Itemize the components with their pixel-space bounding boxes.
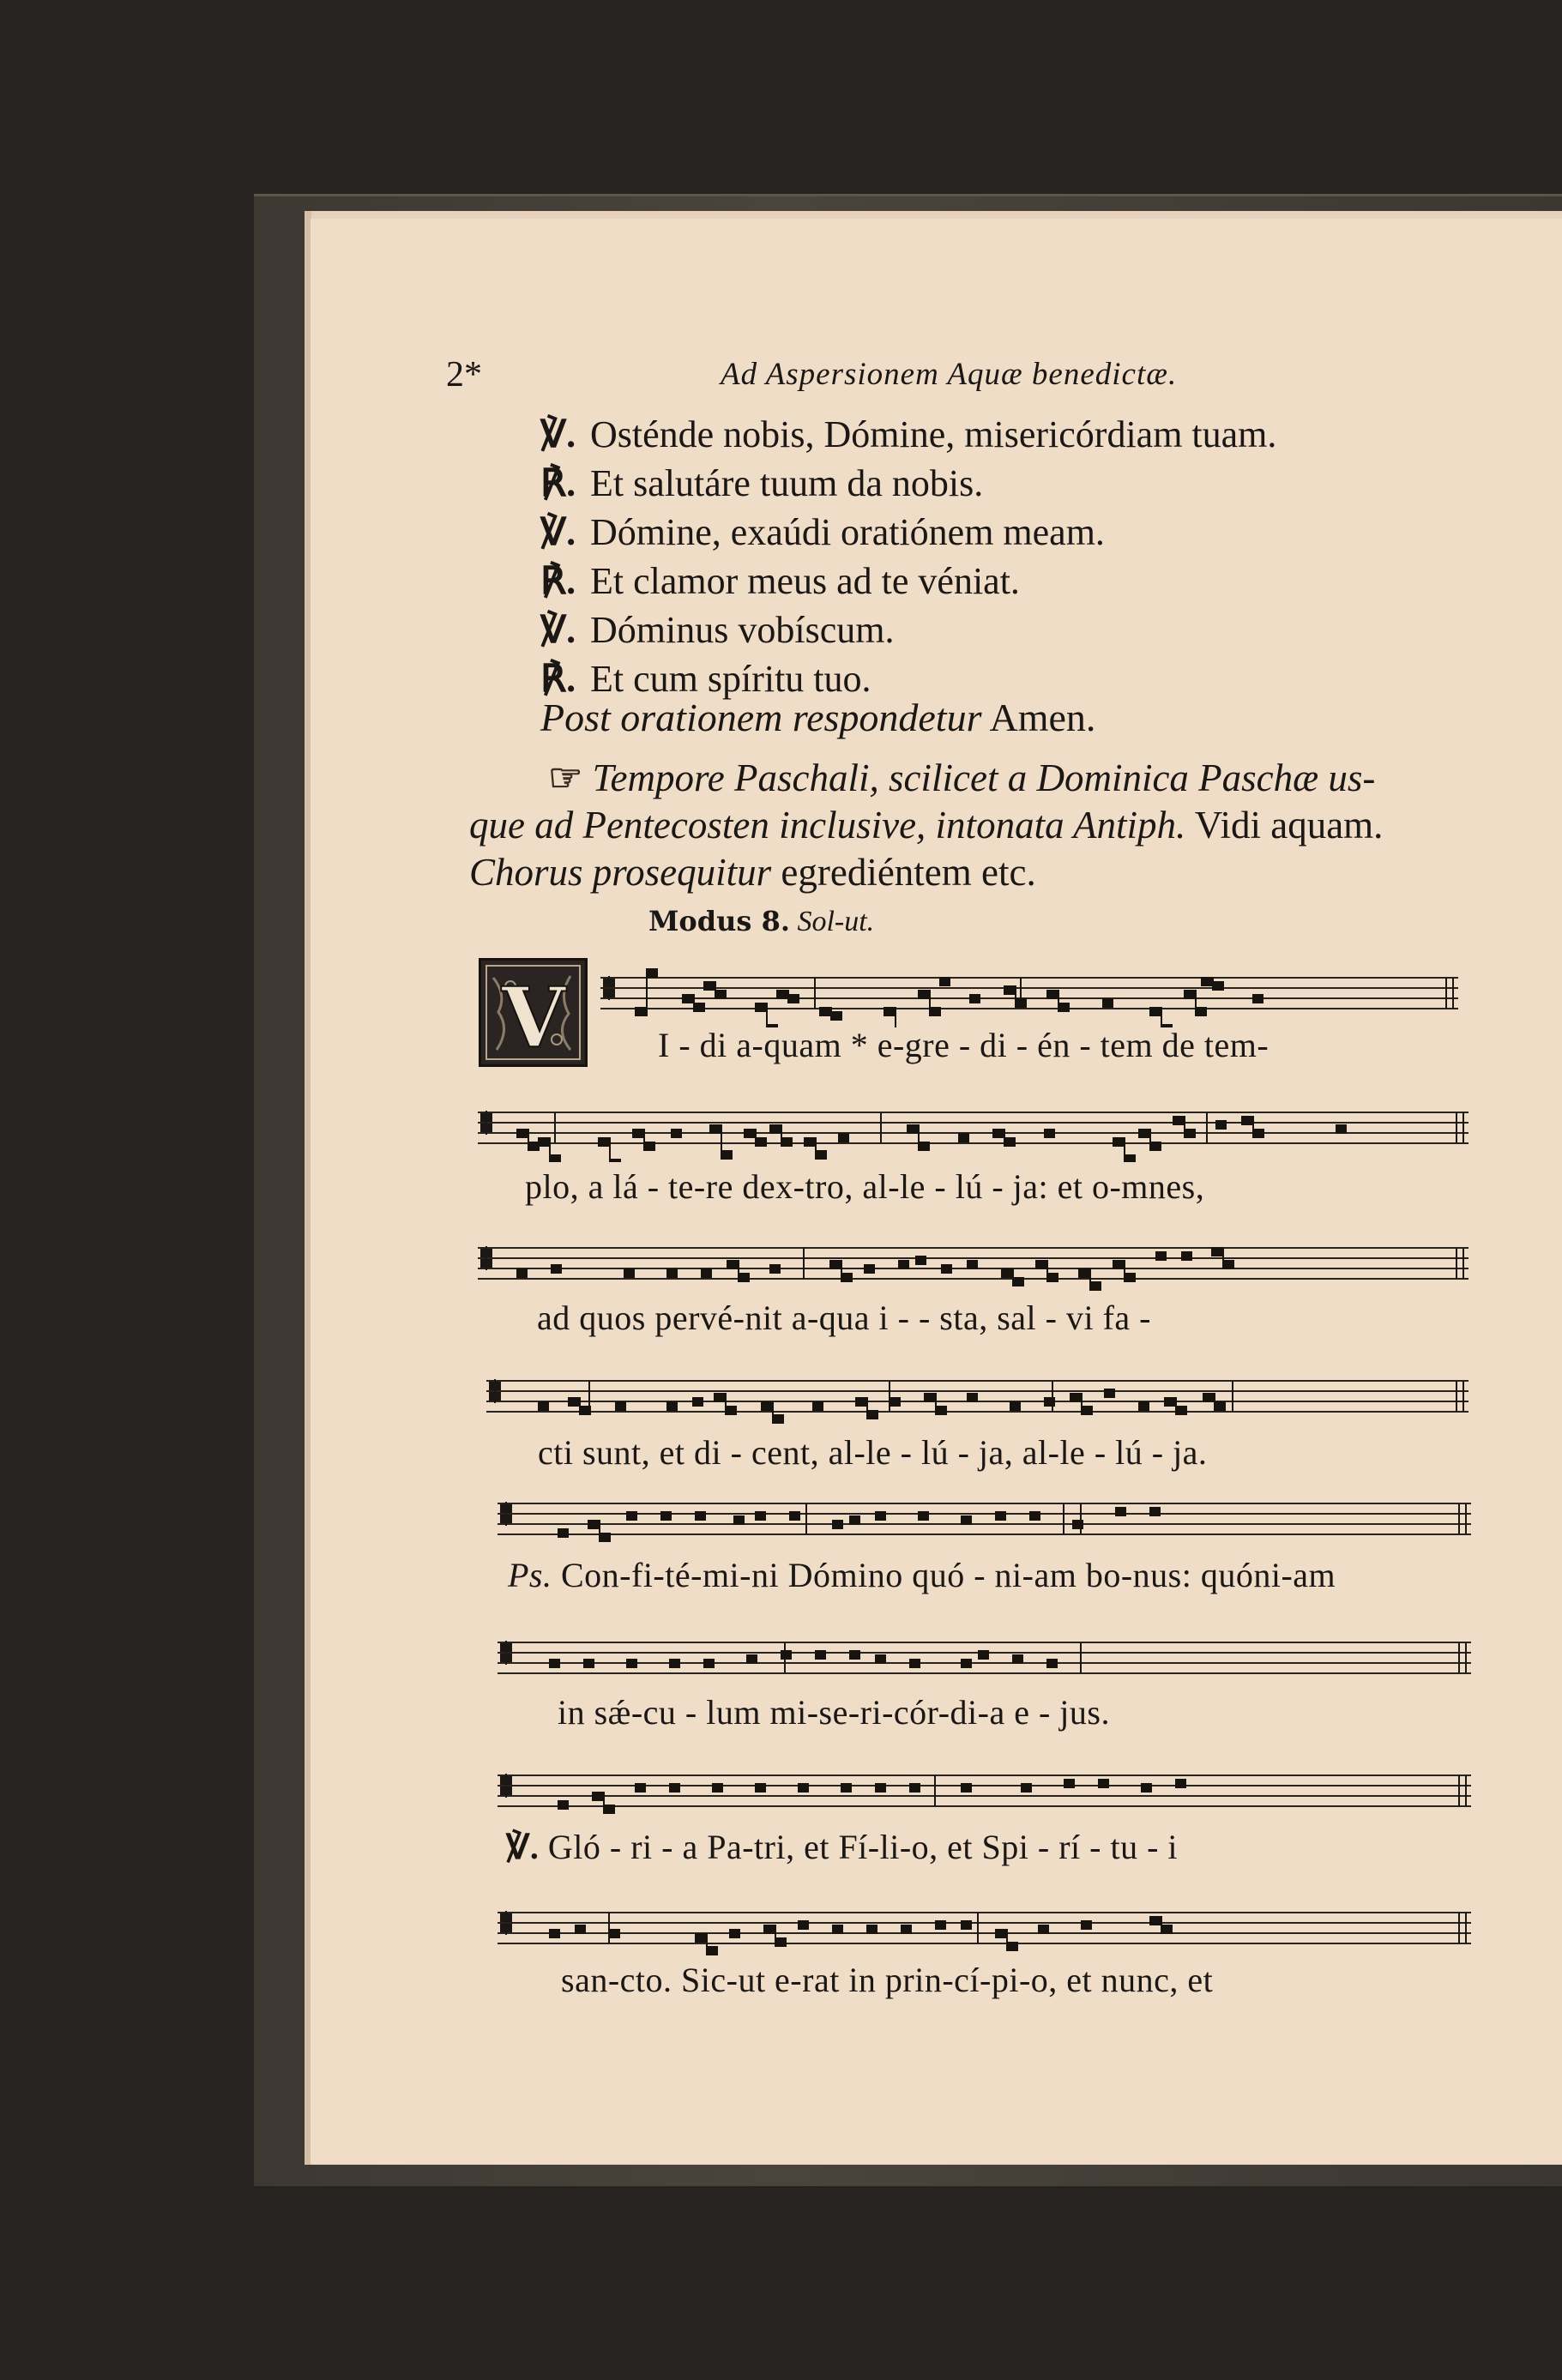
neume [1149,1916,1161,1925]
neume [1047,1273,1058,1282]
neume [609,1929,620,1938]
neume [919,1142,930,1151]
neume [867,1410,878,1419]
neume [909,1659,920,1668]
mode-label: Modus 8. [648,905,790,937]
neume [549,1929,560,1938]
rubric-roman: egrediéntem etc. [781,851,1036,894]
neume [781,1650,792,1660]
decorated-initial [479,958,588,1067]
neume [819,1007,830,1016]
running-head [311,347,1562,399]
lyric-line: I - di a-quam * e-gre - di - én - tem de tem- [658,1026,1270,1064]
neume [1102,998,1113,1008]
lyric-line: ad quos pervé-nit a-qua i - - sta, sal - vi fa - [537,1298,1151,1337]
neume [1098,1779,1109,1788]
versicle-line [540,508,1553,557]
psalm-text: Con-fi-té-mi-ni Dómino quó - ni-am bo-nus: quóni-am [561,1556,1336,1594]
chant-staff [498,1625,1471,1692]
gloria-text: Gló - ri - a Pa-tri, et Fí-li-o, et Spi - rí - tu - i [547,1828,1179,1866]
versicle-mark: ℣. [540,413,576,455]
neume [583,1659,594,1668]
response-mark: ℟. [540,560,576,602]
rubric-italic: que ad Pentecosten inclusive, intonata Antiph. [469,804,1186,847]
neume [538,1137,549,1147]
neume [1125,1273,1136,1282]
neume [666,1401,678,1411]
neume [1149,1007,1161,1016]
chant-staff [478,1231,1469,1298]
neume [1104,1389,1115,1398]
neume [644,1142,655,1151]
neume [550,1154,561,1162]
neume [815,1650,826,1660]
page-number: 2* [446,355,482,395]
neume [1113,1137,1124,1147]
chant-staff [498,1486,1471,1553]
ornament-icon [481,961,585,1064]
neume [838,1133,849,1142]
versicle-text: Dóminus vobíscum. [590,609,895,651]
post-oration-line [540,695,1095,740]
neume [733,1515,745,1525]
neume [1072,1520,1083,1529]
chant-staff [498,1895,1471,1962]
neume [924,1393,935,1402]
neume [915,1256,926,1265]
versicle-text: Dómine, exaúdi oratiónem meam. [590,511,1105,553]
neume [660,1511,672,1521]
neume [918,990,929,999]
lyric-line: cti sunt, et di - cent, al-le - lú - ja, al-le - lú - ja. [538,1433,1208,1472]
neume [804,1137,815,1147]
neume [939,977,950,986]
lyric-line: plo, a lá - te-re dex-tro, al-le - lú - ja: et o-mnes, [525,1167,1205,1206]
response-mark: ℟. [540,462,576,504]
neume [695,1511,706,1521]
neume [575,1925,586,1934]
neume [588,1520,599,1529]
neume [707,1946,718,1955]
neume [789,1511,800,1521]
chant-staff [498,1758,1471,1825]
neume [714,1393,725,1402]
rubric-line [469,849,1533,896]
neume [729,1929,740,1938]
neume [558,1800,569,1810]
rubric-italic: Tempore Paschali, scilicet a Dominica Paschæ us- [592,756,1376,799]
neume [715,990,727,999]
neume [1004,985,1015,995]
neume [598,1137,609,1147]
neume [992,1129,1004,1138]
neume [692,1397,703,1407]
neume [755,1783,766,1793]
neume [967,1393,978,1402]
neume [1046,990,1058,999]
book-page [311,219,1562,2164]
neume [1058,1003,1070,1012]
running-title: Ad Aspersionem Aquæ benedictæ. [721,357,1178,392]
neume [781,1137,793,1147]
neume [1184,990,1195,999]
neume [1173,1116,1184,1125]
neume [961,1920,972,1930]
neume [1044,1397,1055,1407]
neume [1196,1007,1207,1016]
neume [1138,1401,1149,1411]
lyric-line [506,1827,1178,1870]
lyric-line [508,1555,1336,1598]
neume [703,1659,715,1668]
neume [1223,1260,1234,1269]
neume [969,994,980,1003]
versicle-line [540,606,1553,654]
neume [1215,1120,1227,1130]
neume [1038,1925,1049,1934]
neume [1029,1511,1040,1521]
neume [755,1511,766,1521]
neume [671,1129,682,1138]
neume [1070,1393,1081,1402]
neume [1150,1142,1161,1151]
neume [695,1933,706,1943]
rubric-line [469,755,1533,802]
rubric-italic: Chorus prosequitur [469,851,772,894]
neume [1007,1942,1018,1951]
neume [516,1268,528,1278]
neume [855,1397,866,1407]
neume [866,1925,877,1934]
neume [832,1520,843,1529]
post-oration-response: Amen. [989,696,1096,739]
neume [549,1659,560,1668]
neume [890,1397,901,1407]
neume [1201,977,1212,986]
neume [727,1260,738,1269]
neume [1141,1783,1152,1793]
versicle-text: Et cum spíritu tuo. [590,658,871,700]
neume [701,1268,712,1278]
neume [898,1260,909,1269]
neume [798,1783,809,1793]
neume [1138,1129,1149,1138]
response-mark: ℟. [540,658,576,700]
lyric-line: san-cto. Sic-ut e-rat in prin-cí-pi-o, et nunc, et [561,1961,1214,1999]
neume [1078,1268,1089,1278]
neume [1046,1659,1058,1668]
neume [746,1654,757,1664]
psalm-label: Ps. [508,1556,552,1594]
neume [875,1654,886,1664]
neume [568,1397,579,1407]
neume [909,1783,920,1793]
neume [769,1124,781,1134]
neume [1001,1268,1012,1278]
neume [841,1783,852,1793]
neume [967,1260,978,1269]
neume [1125,1154,1136,1162]
neume [1090,1281,1101,1291]
neume [918,1511,929,1521]
neume [615,1401,626,1411]
neume [1185,1129,1196,1138]
neume [763,1925,775,1934]
neume [1155,1251,1167,1261]
initial-letter: V [501,969,566,1064]
neume [600,1533,611,1542]
chant-staff [478,1095,1469,1162]
neume [1176,1406,1187,1415]
neume [829,1260,841,1269]
rubric-line [469,802,1533,849]
neume [739,1273,750,1282]
neume [936,1406,947,1415]
neume [841,1273,853,1282]
neume [776,990,787,999]
neume [875,1783,886,1793]
post-oration-rubric: Post orationem respondetur [540,696,982,739]
neume [775,1937,787,1947]
neume [884,1007,895,1016]
neume [1175,1779,1186,1788]
neume [935,1920,946,1930]
neume [1081,1920,1092,1930]
versicle-mark: ℣. [540,609,576,651]
neume [624,1268,635,1278]
neume [551,1264,562,1274]
neume [694,1003,705,1012]
neume [632,1129,643,1138]
neume [849,1515,860,1525]
neume [558,1528,569,1538]
neume [712,1783,723,1793]
neume [1012,1654,1023,1664]
neume [1035,1260,1046,1269]
neume [744,1129,755,1138]
neume [1115,1507,1126,1516]
neume [907,1124,918,1134]
lyric-line: in sǽ-cu - lum mi-se-ri-cór-di-a e - jus. [558,1693,1110,1732]
neume [901,1925,912,1934]
neume [1215,1401,1226,1411]
neume [995,1511,1006,1521]
neume [604,1805,615,1814]
neume [1013,1277,1024,1286]
neume [961,1783,972,1793]
neume [1164,1397,1175,1407]
neume [635,1783,646,1793]
neume [1082,1406,1093,1415]
chant-staff [486,1364,1469,1431]
neume [831,1011,842,1021]
neume [1203,1393,1214,1402]
neume [1253,1129,1264,1138]
versicle-line [540,459,1553,508]
neume [682,994,693,1003]
neume [726,1406,737,1415]
neume [1044,1129,1055,1138]
neume [812,1401,823,1411]
neume [773,1414,784,1424]
neume [580,1406,591,1415]
neume [1252,994,1263,1003]
neume [941,1264,952,1274]
neume [626,1659,637,1668]
neume [832,1925,843,1934]
neume [709,1124,721,1134]
neume [788,994,799,1003]
neume [1064,1779,1075,1788]
neume [626,1511,637,1521]
neume [1213,981,1224,991]
neume [1004,1137,1016,1147]
neume [798,1920,809,1930]
neume [1161,1925,1173,1934]
gloria-versicle-mark: ℣. [506,1828,540,1866]
neume [610,1159,621,1162]
pointing-hand-icon: ☞ [548,756,583,799]
neume [703,981,715,991]
neume [516,1129,528,1138]
neume [1010,1401,1021,1411]
neume [669,1783,680,1793]
neume [1241,1116,1252,1125]
neume [761,1401,772,1411]
neume [816,1150,827,1160]
neume [1113,1260,1124,1269]
neume [1211,1247,1222,1256]
rubric-roman: Vidi aquam. [1194,804,1384,847]
paschal-rubric [469,755,1533,896]
neume [1016,998,1027,1008]
neume [1336,1124,1347,1134]
neume [978,1650,989,1660]
chant-staff [600,961,1458,1027]
neume [756,1137,767,1147]
neume [538,1401,549,1411]
neume [755,1003,766,1012]
neume [930,1007,941,1016]
neume [1149,1507,1161,1516]
neume [995,1929,1006,1938]
neume [961,1659,972,1668]
versicle-text: Osténde nobis, Dómine, misericórdiam tuam. [590,413,1277,455]
mode-heading [648,905,874,938]
neume [849,1650,860,1660]
neume [864,1264,875,1274]
neume [635,1007,646,1016]
versicle-text: Et salutáre tuum da nobis. [590,462,984,504]
neume [875,1511,886,1521]
neume [647,968,658,978]
neume [669,1659,680,1668]
neume [592,1792,603,1801]
neume [1021,1783,1032,1793]
versicle-line [540,557,1553,606]
neume [958,1133,969,1142]
versicle-list [540,410,1553,703]
neume [721,1150,733,1160]
mode-detail: Sol-ut. [797,906,875,937]
neume [1181,1251,1192,1261]
neume [961,1515,972,1525]
versicle-text: Et clamor meus ad te véniat. [590,560,1020,602]
neume [666,1268,678,1278]
versicle-line [540,410,1553,459]
neume [769,1264,781,1274]
versicle-mark: ℣. [540,511,576,553]
